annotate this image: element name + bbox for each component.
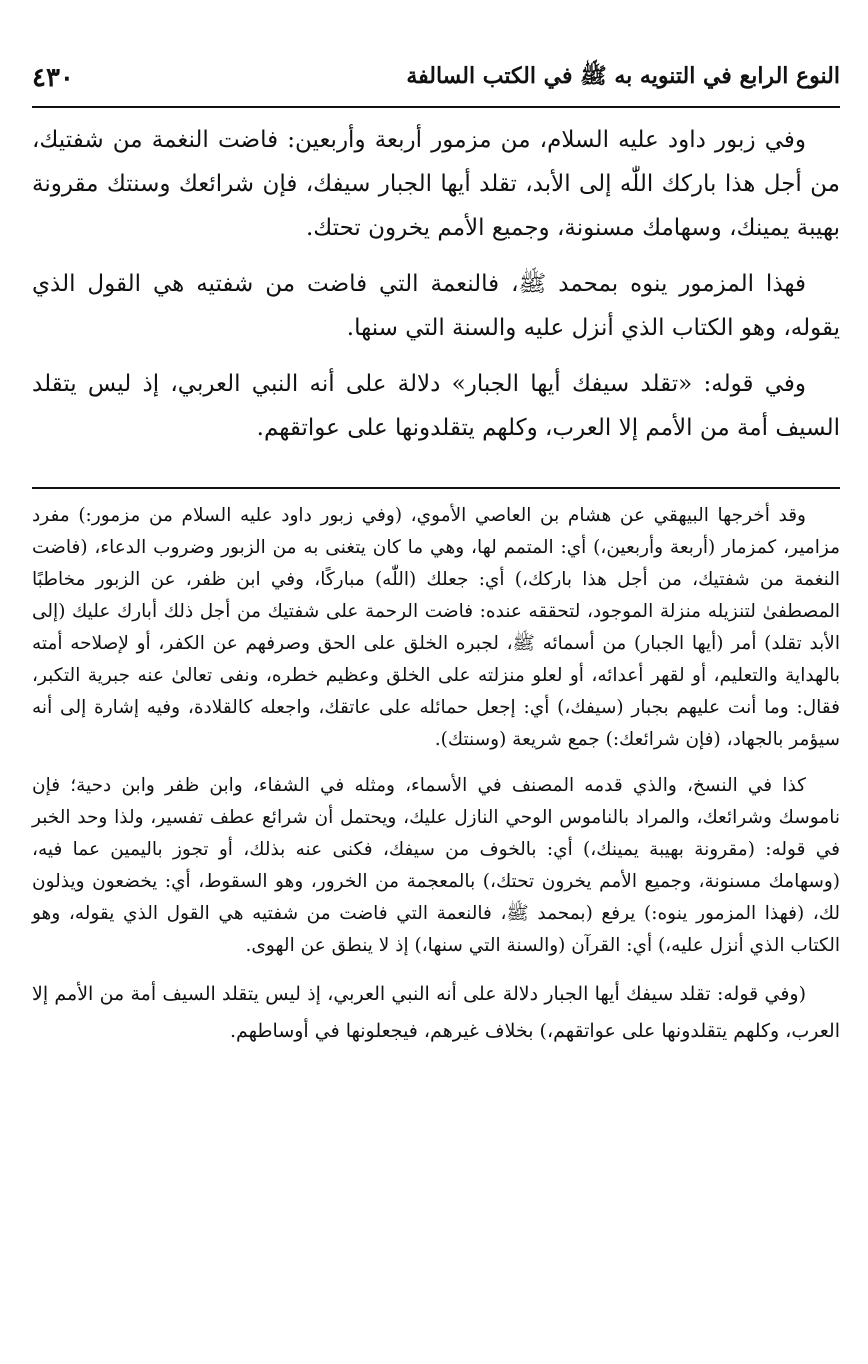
page-header xyxy=(32,58,840,98)
commentary-paragraph: وقد أخرجها البيهقي عن هشام بن العاصي الأموي، (وفي زبور داود عليه السلام من مزمور:) مفرد مزامير، كمزمار (أربعة وأربعين،) أي: المتمم لها، وهي ما كان يتغنى به من الزبور وضروب الدعاء، (فاضت النغمة من شفتيك، من أجل هذا باركك،) أي: جعلك (اللّٰه) مباركًا، وفي ابن ظفر، عن الزبور مخاطبًا المصطفىٰ لتنزيله منزلة الموجود، لتحققه عنده: فاضت الرحمة على شفتيك من أجل ذلك أبارك عليك (إلى الأبد تقلد) أمر (أيها الجبار) من أسمائه ﷺ، لجبره الخلق على الحق وصرفهم عن الكفر، أو لإصلاحه أمته بالهداية والتعليم، أو لقهر أعدائه، أو لعلو منزلته على الخلق وعظيم خطره، ونفى تعالىٰ عنه جبرية التكبر، فقال: وما أنت عليهم بجبار (سيفك،) أي: إجعل حمائله على عاتقك، واجعله كالقلادة، وفيه إشارة إلى أنه سيؤمر بالجهاد، (فإن شرائعك:) جمع شريعة (وسنتك). xyxy=(32,505,840,750)
header-rule xyxy=(32,106,840,108)
book-page xyxy=(32,0,840,1364)
main-paragraph: فهذا المزمور ينوه بمحمد ﷺ، فالنعمة التي فاضت من شفتيه هي القول الذي يقوله، وهو الكتاب الذي أنزل عليه والسنة التي سنها. xyxy=(32,271,840,341)
main-paragraph: وفي قوله: «تقلد سيفك أيها الجبار» دلالة على أنه النبي العربي، إذ ليس يتقلد السيف أمة من الأمم إلا العرب، وكلهم يتقلدونها على عواتقهم. xyxy=(32,371,840,441)
main-paragraph: وفي زبور داود عليه السلام، من مزمور أربعة وأربعين: فاضت النغمة من شفتيك، من أجل هذا باركك اللّٰه إلى الأبد، تقلد أيها الجبار سيفك، فإن شرائعك وسنتك مقرونة بهيبة يمينك، وسهامك مسنونة، وجميع الأمم يخرون تحتك. xyxy=(32,127,840,241)
main-text xyxy=(32,118,840,462)
commentary-text xyxy=(32,500,840,1064)
commentary-paragraph: كذا في النسخ، والذي قدمه المصنف في الأسماء، ومثله في الشفاء، وابن ظفر وابن دحية؛ فإن ناموسك وشرائعك، والمراد بالناموس الوحي النازل عليك، ويحتمل أن شرائع عطف تفسير، ولذا وحد الخبر في قوله: (مقرونة بهيبة يمينك،) أي: بالخوف من سيفك، فكنى عنه بذلك، أو تجوز باليمين عما فيه، (وسهامك مسنونة، وجميع الأمم يخرون تحتك،) بالمعجمة من الخرور، وهو السقوط، أي: يخضعون ويذلون لك، (فهذا المزمور ينوه:) يرفع (بمحمد ﷺ، فالنعمة التي فاضت من شفتيه هي القول الذي يقوله، وهو الكتاب الذي أنزل عليه،) أي: القرآن (والسنة التي سنها،) إذ لا ينطق عن الهوى. xyxy=(32,775,840,956)
commentary-paragraph: (وفي قوله: تقلد سيفك أيها الجبار دلالة على أنه النبي العربي، إذ ليس يتقلد السيف أمة من الأمم إلا العرب، وكلهم يتقلدونها على عواتقهم،) بخلاف غيرهم، فيجعلونها في أوساطهم. xyxy=(32,983,840,1042)
page-number: ٤٣٠ xyxy=(32,63,74,93)
commentary-rule xyxy=(32,487,840,489)
running-title: النوع الرابع في التنويه به ﷺ في الكتب السالفة xyxy=(406,63,840,89)
